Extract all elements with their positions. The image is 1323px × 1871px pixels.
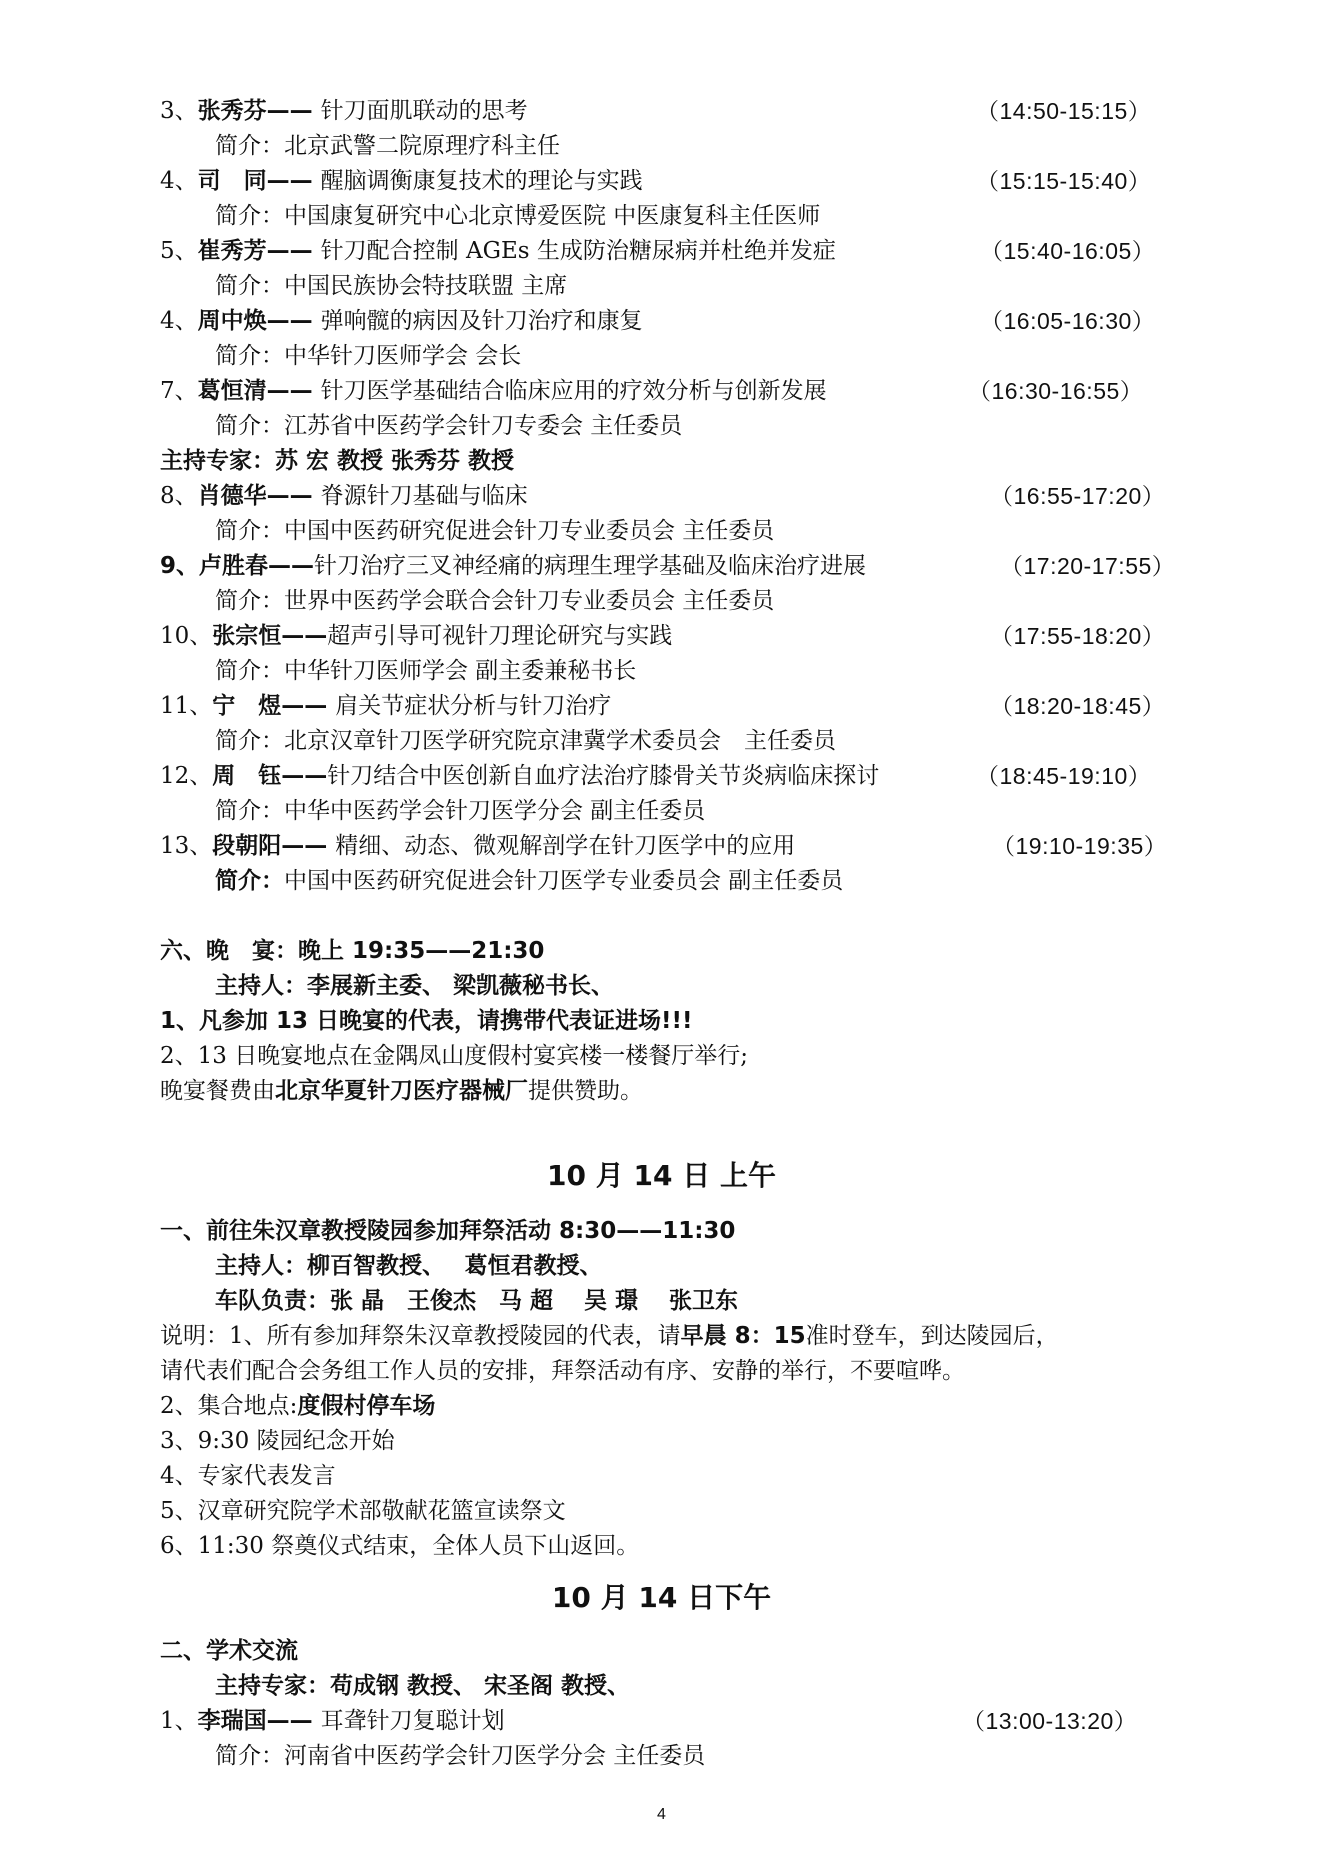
- activity-item: 2、集合地点:度假村停车场: [160, 1393, 436, 1419]
- talk-intro: 简介：中国民族协会特技联盟 主席: [215, 273, 568, 299]
- page-number: 4: [657, 1806, 666, 1823]
- talk-line: 7、葛恒清—— 针刀医学基础结合临床应用的疗效分析与创新发展: [160, 378, 827, 404]
- talk-intro: 简介：河南省中医药学会针刀医学分会 主任委员: [215, 1743, 706, 1769]
- talk-time: （15:15-15:40）: [976, 168, 1152, 194]
- activity-hosts: 主持人：柳百智教授、 葛恒君教授、: [215, 1253, 603, 1279]
- activity-item: 4、专家代表发言: [160, 1463, 336, 1489]
- activity-note: 说明：1、所有参加拜祭朱汉章教授陵园的代表，请早晨 8：15准时登车，到达陵园后，: [160, 1323, 1059, 1349]
- talk-line: 9、卢胜春——针刀治疗三叉神经痛的病理生理学基础及临床治疗进展: [160, 553, 867, 579]
- talk-intro: 简介：中国中医药研究促进会针刀医学专业委员会 副主任委员: [215, 868, 844, 894]
- talk-intro: 简介：中华中医药学会针刀医学分会 副主任委员: [215, 798, 706, 824]
- activity-item: 5、汉章研究院学术部敬献花篮宣读祭文: [160, 1498, 566, 1524]
- activity-heading: 二、学术交流: [160, 1638, 298, 1664]
- activity-note: 请代表们配合会务组工作人员的安排，拜祭活动有序、安静的举行，不要喧哗。: [160, 1358, 965, 1384]
- talk-time: （14:50-15:15）: [976, 98, 1152, 124]
- session-hosts: 主持专家：苏 宏 教授 张秀芬 教授: [160, 448, 515, 474]
- talk-line: 13、段朝阳—— 精细、动态、微观解剖学在针刀医学中的应用: [160, 833, 796, 859]
- talk-line: 8、肖德华—— 脊源针刀基础与临床: [160, 483, 528, 509]
- talk-line: 4、周中焕—— 弹响髋的病因及针刀治疗和康复: [160, 308, 643, 334]
- banquet-note: 2、13 日晚宴地点在金隅凤山度假村宴宾楼一楼餐厅举行;: [160, 1043, 748, 1069]
- activity-item: 3、9:30 陵园纪念开始: [160, 1428, 395, 1454]
- talk-intro: 简介：世界中医药学会联合会针刀专业委员会 主任委员: [215, 588, 775, 614]
- section-heading: 10 月 14 日 上午: [547, 1159, 776, 1192]
- talk-time: （17:55-18:20）: [990, 623, 1166, 649]
- talk-line: 1、李瑞国—— 耳聋针刀复聪计划: [160, 1708, 505, 1734]
- section-heading: 10 月 14 日下午: [551, 1581, 772, 1614]
- talk-time: （18:20-18:45）: [990, 693, 1166, 719]
- talk-intro: 简介：中华针刀医师学会 副主委兼秘书长: [215, 658, 637, 684]
- talk-time: （17:20-17:55）: [1000, 553, 1176, 579]
- talk-line: 5、崔秀芳—— 针刀配合控制 AGEs 生成防治糖尿病并杜绝并发症: [160, 238, 836, 264]
- talk-intro: 简介：中华针刀医师学会 会长: [215, 343, 522, 369]
- talk-intro: 简介：北京武警二院原理疗科主任: [215, 133, 560, 159]
- activity-heading: 一、前往朱汉章教授陵园参加拜祭活动 8:30——11:30: [160, 1218, 736, 1244]
- talk-line: 10、张宗恒——超声引导可视针刀理论研究与实践: [160, 623, 673, 649]
- banquet-heading: 六、晚 宴：晚上 19:35——21:30: [160, 938, 545, 964]
- talk-intro: 简介：中国康复研究中心北京博爱医院 中医康复科主任医师: [215, 203, 821, 229]
- talk-time: （18:45-19:10）: [976, 763, 1152, 789]
- talk-line: 4、司 同—— 醒脑调衡康复技术的理论与实践: [160, 168, 643, 194]
- talk-line: 3、张秀芬—— 针刀面肌联动的思考: [160, 98, 528, 124]
- talk-time: （15:40-16:05）: [980, 238, 1156, 264]
- session-hosts: 主持专家：苟成钢 教授、 宋圣阁 教授、: [215, 1673, 631, 1699]
- talk-intro: 简介：江苏省中医药学会针刀专委会 主任委员: [215, 413, 683, 439]
- banquet-note: 1、凡参加 13 日晚宴的代表，请携带代表证进场!!!: [160, 1008, 693, 1034]
- talk-line: 12、周 钰——针刀结合中医创新自血疗法治疗膝骨关节炎病临床探讨: [160, 763, 880, 789]
- talk-time: （13:00-13:20）: [962, 1708, 1138, 1734]
- activity-cars: 车队负责：张 晶 王俊杰 马 超 吴 璟 张卫东: [215, 1288, 739, 1314]
- talk-intro: 简介：中国中医药研究促进会针刀专业委员会 主任委员: [215, 518, 775, 544]
- banquet-hosts: 主持人：李展新主委、 梁凯薇秘书长、: [215, 973, 615, 999]
- talk-time: （16:30-16:55）: [968, 378, 1144, 404]
- talk-time: （16:55-17:20）: [990, 483, 1166, 509]
- activity-item: 6、11:30 祭奠仪式结束，全体人员下山返回。: [160, 1533, 640, 1559]
- talk-intro: 简介：北京汉章针刀医学研究院京津冀学术委员会 主任委员: [215, 728, 836, 754]
- talk-time: （16:05-16:30）: [980, 308, 1156, 334]
- talk-time: （19:10-19:35）: [992, 833, 1168, 859]
- talk-line: 11、宁 煜—— 肩关节症状分析与针刀治疗: [160, 693, 612, 719]
- banquet-note: 晚宴餐费由北京华夏针刀医疗器械厂提供赞助。: [160, 1078, 643, 1104]
